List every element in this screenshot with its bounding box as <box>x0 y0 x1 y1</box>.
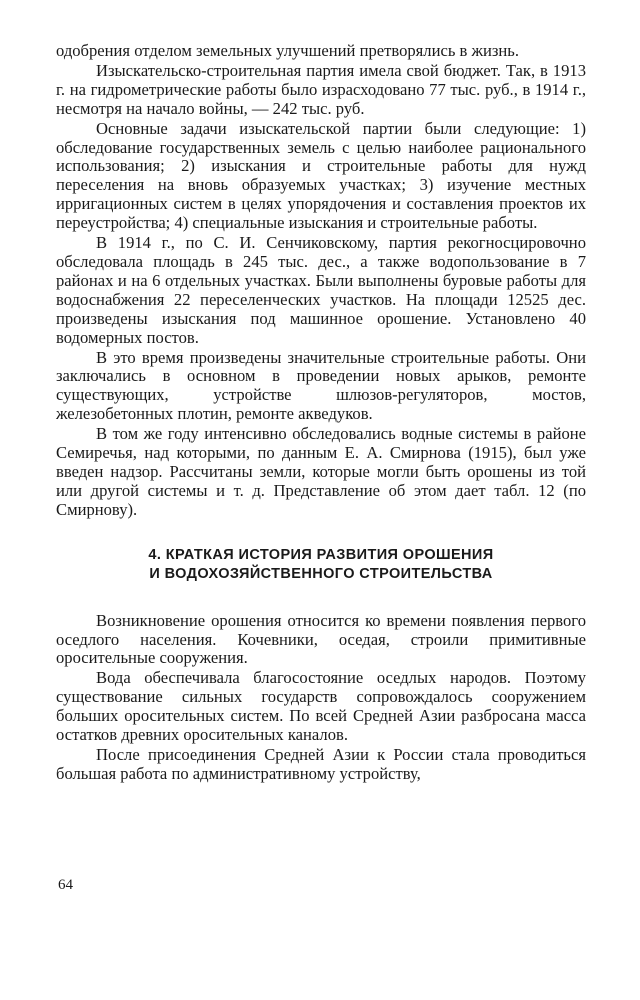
paragraph-annexation: После присоединения Средней Азии к России стала проводиться большая работа по административному устройству, <box>56 745 586 783</box>
paragraph-construction: В это время произведены значительные строительные работы. Они заключались в основном в проведении новых арыков, ремонте существующих, устройстве шлюзов-регуляторов, мостов, железобетонных плотин, ремонте акведуков. <box>56 347 586 424</box>
page-number: 64 <box>58 877 73 893</box>
section-heading <box>56 546 586 584</box>
paragraph-water-states: Вода обеспечивала благосостояние оседлых народов. Поэтому существование сильных государств сопровождалось сооружением больших оросительных систем. По всей Средней Азии разбросана масса остатков древних оросительных каналов. <box>56 668 586 745</box>
paragraph-1914-survey: В 1914 г., по С. И. Сенчиковскому, партия рекогносцировочно обследовала площадь в 245 тыс. дес., а также водопользование в 7 районах и на 6 отдельных участках. Были выполнены буровые работы для водоснабжения 22 переселенческих участков. На площади 12525 дес. произведены изыскания под машинное орошение. Установлено 40 водомерных постов. <box>56 233 586 347</box>
paragraph-continuation: одобрения отделом земельных улучшений претворялись в жизнь. <box>56 41 520 60</box>
paragraph-origin: Возникновение орошения относится ко времени появления первого оседлого населения. Кочевники, оседая, строили примитивные оросительные сооружения. <box>56 610 586 668</box>
main-text <box>56 42 586 784</box>
paragraph-tasks: Основные задачи изыскательской партии были следующие: 1) обследование государственных земель с целью наиболее рационального использования; 2) изыскания и строительные работы для нужд переселения на вновь образуемых участках; 3) изучение местных ирригационных систем в целях упорядочения и составления проектов их переустройства; 4) специальные изыскания и строительные работы. <box>56 118 586 233</box>
paragraph-semirechye: В том же году интенсивно обследовались водные системы в районе Семиречья, над которыми, по данным Е. А. Смирнова (1915), был уже введен надзор. Рассчитаны земли, которые могли быть орошены из той или другой системы и т. д. Представление об этом дает табл. 12 (по Смирнову). <box>56 424 586 519</box>
paragraph-budget: Изыскательско-строительная партия имела свой бюджет. Так, в 1913 г. на гидрометрические работы было израсходовано 77 тыс. руб., в 1914 г., несмотря на начало войны, — 242 тыс. руб. <box>56 60 586 118</box>
section-heading-line-2: И ВОДОХОЗЯЙСТВЕННОГО СТРОИТЕЛЬСТВА <box>149 565 493 582</box>
section-heading-line-1: 4. КРАТКАЯ ИСТОРИЯ РАЗВИТИЯ ОРОШЕНИЯ <box>148 546 494 563</box>
